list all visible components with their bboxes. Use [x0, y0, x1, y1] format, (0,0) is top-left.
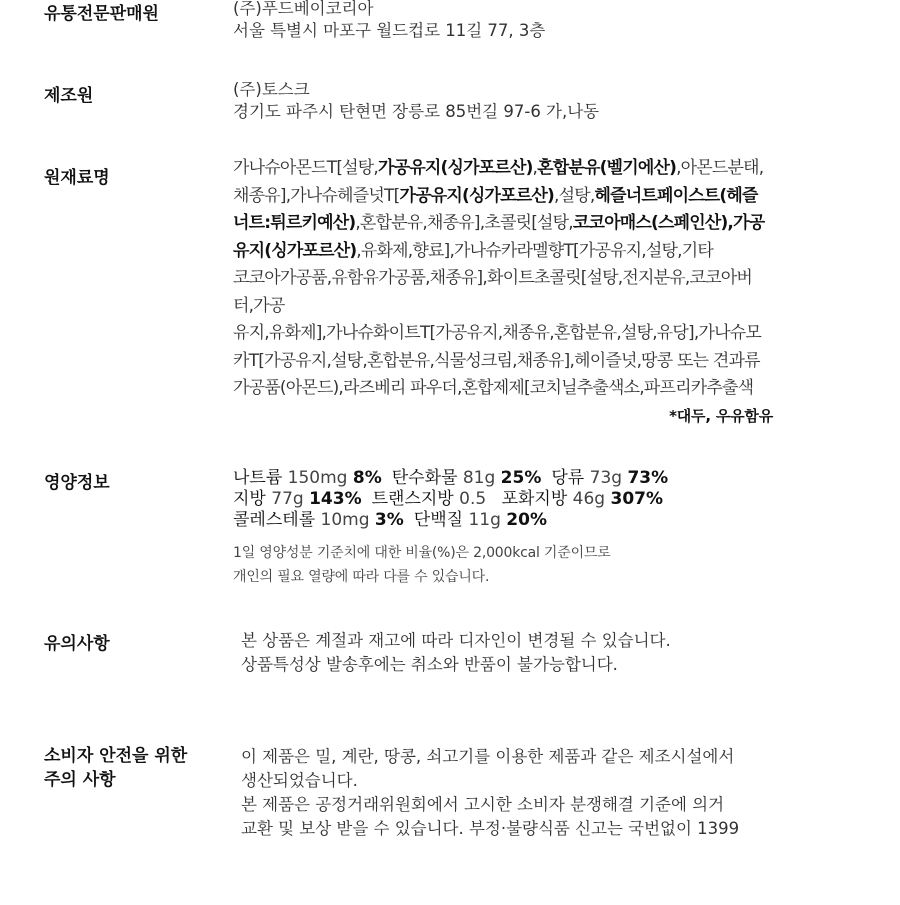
nutrient-percent: 20% [506, 510, 547, 530]
ingredient-line [233, 320, 773, 348]
ingredient-segment: 유지,유화제],가나슈화이트T[가공유지,채종유,혼합분유,설탕,유당],가나슈모 [233, 323, 761, 343]
nutrient-item [233, 510, 404, 530]
nutrient-value: 46g [572, 489, 611, 509]
nutrition-label: 영양정보 [44, 473, 110, 493]
nutrient-value: 77g [271, 489, 310, 509]
nutrient-value: 81g [462, 468, 501, 488]
caution-line: 본 상품은 계절과 재고에 따라 디자인이 변경될 수 있습니다. [241, 631, 671, 650]
ingredient-segment: 코코아가공품,유함유가공품,채종유],화이트초콜릿[설탕,전지분유,코코아버 [233, 268, 752, 288]
distributor-address: 서울 특별시 마포구 월드컵로 11길 77, 3층 [233, 21, 546, 40]
ingredient-origin: 헤즐너트페이스트(헤즐 [594, 185, 758, 206]
ingredient-origin: 가공유지(싱가포르산) [399, 185, 554, 206]
ingredient-segment: ,유화제,향료],가나슈카라멜향T[가공유지,설탕,기타 [356, 240, 714, 261]
nutrient-value: 73g [589, 468, 628, 488]
nutrient-item [372, 489, 492, 509]
nutrition-row [233, 510, 678, 531]
ingredient-segment: 가공품(아몬드),라즈베리 파우더,혼합제제[코치닐추출색소,파프리카추출색 [233, 378, 754, 398]
consumer-safety-line: 생산되었습니다. [241, 771, 358, 790]
ingredient-line [233, 210, 773, 238]
distributor-name: (주)푸드베이코리아 [233, 0, 374, 18]
consumer-safety-line: 이 제품은 밀, 계란, 땅콩, 쇠고기를 이용한 제품과 같은 제조시설에서 [241, 747, 735, 766]
nutrient-name: 나트륨 [233, 468, 288, 488]
ingredient-line [233, 238, 773, 266]
nutrient-name: 포화지방 [501, 489, 573, 509]
nutrient-value: 150mg [287, 468, 353, 488]
ingredient-segment: ,혼합분유,채종유],초콜릿[설탕, [355, 213, 573, 233]
nutrient-percent: 3% [374, 510, 404, 530]
nutrient-name: 지방 [233, 489, 272, 509]
ingredient-segment: 터,가공 [233, 295, 285, 316]
consumer-safety-label-line: 소비자 안전을 위한 [44, 746, 188, 766]
caution-label: 유의사항 [44, 634, 110, 654]
ingredient-origin: 너트:튀르키예산) [233, 213, 356, 233]
ingredient-origin: 코코아매스(스페인산),가공 [572, 213, 765, 233]
nutrient-percent: 25% [500, 468, 542, 488]
ingredient-line [233, 265, 773, 293]
consumer-safety-line: 교환 및 보상 받을 수 있습니다. 부정·불량식품 신고는 국번없이 1399 [241, 819, 740, 838]
ingredient-origin: 유지(싱가포르산) [233, 240, 357, 261]
allergy-notice: *대두, 우유함유 [669, 406, 773, 425]
nutrition-note-line: 1일 영양성분 기준치에 대한 비율(%)은 2,000kcal 기준이므로 [233, 545, 611, 561]
nutrient-value: 11g [468, 510, 507, 530]
nutrient-name: 당류 [551, 468, 590, 488]
nutrient-item [392, 468, 542, 488]
ingredients-label: 원재료명 [44, 168, 110, 188]
nutrient-percent: 143% [309, 489, 362, 509]
ingredient-segment: 가나슈아몬드T[설탕, [233, 158, 378, 178]
nutrient-item [233, 468, 382, 488]
nutrient-item [551, 468, 668, 488]
nutrient-name: 콜레스테롤 [233, 510, 321, 530]
ingredient-origin: 가공유지(싱가포르산) [378, 158, 533, 178]
ingredient-segment: 카T[가공유지,설탕,혼합분유,식물성크림,채종유],헤이즐넛,땅콩 또는 견과류 [233, 350, 760, 371]
nutrition-row [233, 468, 678, 489]
manufacturer-label: 제조원 [44, 86, 94, 106]
ingredient-line [233, 293, 773, 321]
distributor-label: 유통전문판매원 [44, 4, 159, 24]
ingredient-segment: ,설탕, [554, 185, 595, 206]
consumer-safety-label [44, 744, 224, 792]
nutrient-name: 트랜스지방 [371, 489, 460, 509]
consumer-safety-text [241, 745, 739, 841]
ingredient-segment: , [532, 158, 538, 178]
nutrient-name: 단백질 [413, 510, 469, 530]
consumer-safety-line: 본 제품은 공정거래위원회에서 고시한 소비자 분쟁해결 기준에 의거 [241, 795, 725, 814]
nutrient-item [414, 510, 547, 530]
nutrient-name: 탄수화물 [391, 468, 463, 488]
consumer-safety-label-line: 주의 사항 [44, 770, 116, 790]
manufacturer-name: (주)토스크 [233, 80, 310, 99]
ingredients-lines [233, 155, 773, 403]
ingredients-text [233, 155, 773, 430]
nutrient-percent: 307% [610, 489, 664, 509]
nutrient-value: 0.5 [459, 489, 492, 509]
nutrition-note-line: 개인의 필요 열량에 따라 다를 수 있습니다. [233, 569, 490, 585]
ingredient-segment: ,아몬드분태, [676, 158, 764, 178]
nutrient-percent: 73% [627, 468, 669, 488]
ingredient-segment: 채종유],가나슈헤즐넛T[ [233, 185, 400, 206]
caution-text [241, 629, 671, 677]
ingredient-line [233, 348, 773, 376]
ingredient-origin: 혼합분유(벨기에산) [537, 158, 677, 178]
manufacturer-info [233, 79, 599, 123]
nutrient-item [502, 489, 663, 509]
caution-line: 상품특성상 발송후에는 취소와 반품이 불가능합니다. [241, 655, 618, 674]
manufacturer-address: 경기도 파주시 탄현면 장릉로 85번길 97-6 가,나동 [233, 102, 600, 121]
distributor-info [233, 0, 545, 42]
nutrition-row [233, 489, 678, 510]
ingredient-line [233, 155, 773, 183]
nutrient-value: 10mg [320, 510, 375, 530]
nutrient-percent: 8% [352, 468, 382, 488]
ingredient-line [233, 183, 773, 211]
nutrient-item [233, 489, 362, 509]
nutrition-note [233, 541, 611, 589]
ingredient-line [233, 375, 773, 403]
nutrition-facts [233, 468, 678, 531]
